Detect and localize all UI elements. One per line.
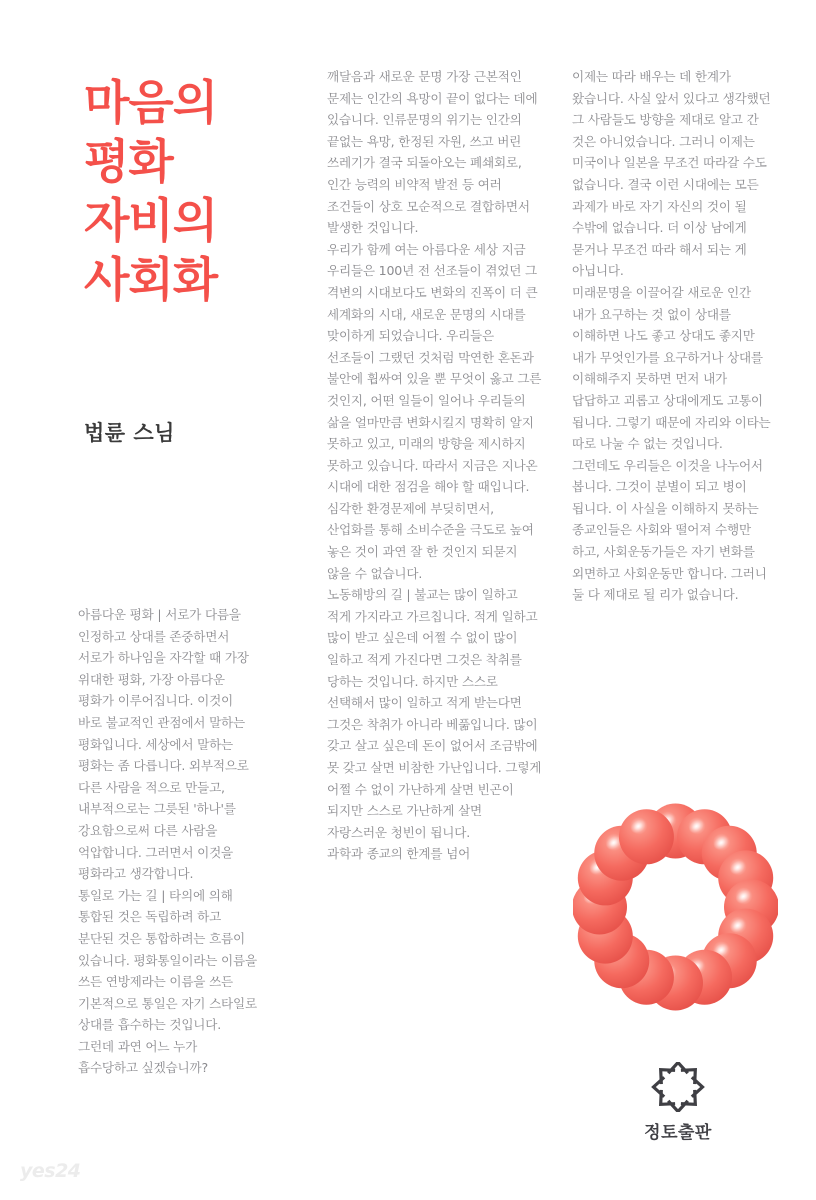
title-line-3: 자비의 [84,194,218,249]
paragraph: 이제는 따라 배우는 데 한계가 왔습니다. 사실 앞서 있다고 생각했던 그 사람들도 방향을 제대로 알고 간 것은 아니었습니다. 그러니 이제는 미국이나 일본을 무조건 따라갈 수도 없습니다. 결국 이런 시대에는 모든 과제가 바로 자기 자신의 것이 될 수밖에 없습니다. 더 이상 남에게 묻거나 무조건 따라 해서 되는 게 아닙니다. [572,69,771,279]
publisher-name: 정토출판 [644,1123,712,1143]
paragraph: 우리가 함께 여는 아름다운 세상 지금 우리들은 100년 전 선조들이 겪었던 그 격변의 시대보다도 변화의 진폭이 더 큰 세계화의 시대, 새로운 문명의 시대를 맞이하게 되었습니다. 우리들은 선조들이 그랬던 것처럼 막연한 혼돈과 불안에 휩싸여 있을 뿐 무엇이 옳고 그른 것인지, 어떤 일들이 일어나 우리들의 삶을 얼마만큼 변화시킬지 명확히 알지 못하고 있고, 미래의 방향을 제시하지 못하고 있습니다. 따라서 지금은 지나온 시대에 대한 점검을 해야 할 때입니다. 심각한 환경문제에 부딪히면서, 산업화를 통해 소비수준을 극도로 높여 놓은 것이 과연 잘 한 것인지 되묻지 않을 수 없습니다. [327,241,542,581]
title-line-4: 사회화 [84,253,218,308]
jungto-sunburst-logo-icon [651,1062,705,1112]
paragraph: 미래문명을 이끌어갈 새로운 인간 내가 요구하는 것 없이 상대를 이해하면 나도 좋고 상대도 좋지만 내가 무엇인가를 요구하거나 상대를 이해해주지 못하면 먼저 내가 답답하고 괴롭고 상대에게도 고통이 됩니다. 그렇기 때문에 자리와 이타는 따로 나눌 수 없는 것입니다. 그런데도 우리들은 이것을 나누어서 봅니다. 그것이 분별이 되고 병이 됩니다. 이 사실을 이해하지 못하는 종교인들은 사회와 떨어져 수행만 하고, 사회운동가들은 자기 변화를 외면하고 사회운동만 합니다. 그러니 둘 다 제대로 될 리가 없습니다. [572,284,771,603]
paragraph: 아름다운 평화 | 서로가 다름을 인정하고 상대를 존중하면서 서로가 하나임을 자각할 때 가장 위대한 평화, 가장 아름다운 평화가 이루어집니다. 이것이 바로 불교적인 관점에서 말하는 평화입니다. 세상에서 말하는 평화는 좀 다릅니다. 외부적으로 다른 사람을 적으로 만들고, 내부적으로는 그릇된 '하나'를 강요함으로써 다른 사람을 억압합니다. 그러면서 이것을 평화라고 생각합니다. [78,607,249,882]
body-column-left [78,604,260,1079]
paragraph: 노동해방의 길 | 불교는 많이 일하고 적게 가지라고 가르칩니다. 적게 일하고 많이 받고 싶은데 어쩔 수 없이 많이 일하고 적게 가진다면 그것은 착취를 당하는 것입니다. 하지만 스스로 선택해서 많이 일하고 적게 받는다면 그것은 착취가 아니라 베풂입니다. 많이 갖고 살고 싶은데 돈이 없어서 조금밖에 못 갖고 살면 비참한 가난입니다. 그렇게 어쩔 수 없이 가난하게 살면 빈곤이 되지만 스스로 가난하게 살면 자랑스러운 청빈이 됩니다. [327,587,542,840]
author-name: 법륜 스님 [84,421,175,445]
page-title [84,74,324,310]
logo-ray [661,1070,674,1083]
body-column-middle [327,66,542,865]
yes24-watermark: yes24 [20,1160,81,1182]
paragraph: 깨달음과 새로운 문명 가장 근본적인 문제는 인간의 욕망이 끝이 없다는 데에 있습니다. 인류문명의 위기는 인간의 끝없는 욕망, 한정된 자원, 쓰고 버린 쓰레기가 결국 되돌아오는 폐쇄회로, 인간 능력의 비약적 발전 등 여러 조건들이 상호 모순적으로 결합하면서 발생한 것입니다. [327,69,538,236]
body-column-right [572,66,772,606]
paragraph: 과학과 종교의 한계를 넘어 [327,846,471,862]
title-line-2: 평화 [84,135,173,190]
publisher-block [600,1062,756,1143]
title-line-1: 마음의 [84,76,218,131]
bead [619,809,674,864]
prayer-bead-ring-graphic [573,802,778,1012]
paragraph: 통일로 가는 길 | 타의에 의해 통합된 것은 독립하려 하고 분단된 것은 통합하려는 흐름이 있습니다. 평화통일이라는 이름을 쓰든 연방제라는 이름을 쓰든 기본적으로 통일은 자기 스타일로 상대를 흡수하는 것입니다. 그런데 과연 어느 누가 흡수당하고 싶겠습니까? [78,887,257,1076]
